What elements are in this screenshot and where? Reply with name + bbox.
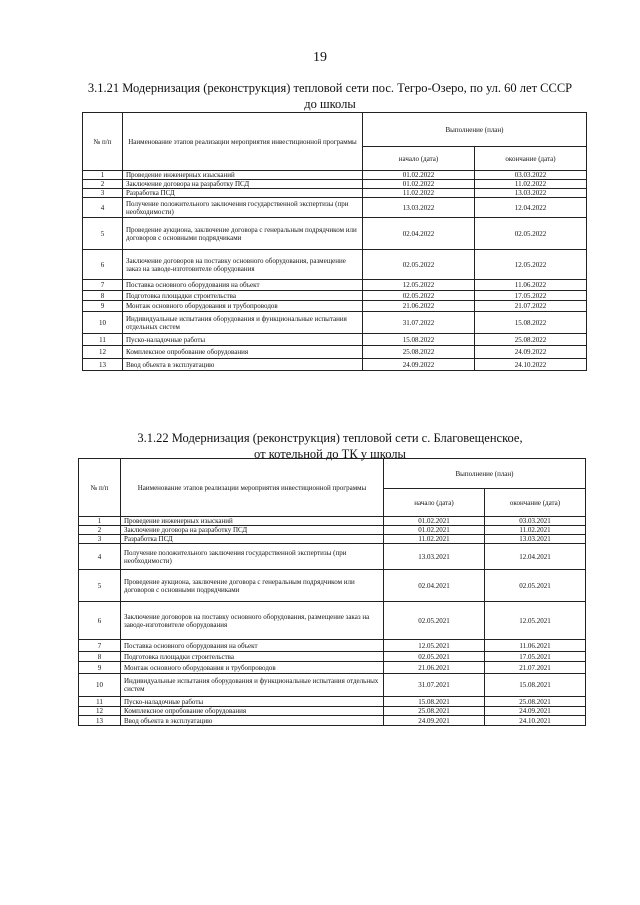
cell-stage-name: Монтаж основного оборудования и трубопроводов: [123, 301, 363, 312]
table-row: [79, 662, 586, 674]
cell-start-date: 13.03.2022: [363, 198, 475, 218]
header-stage-name: Наименование этапов реализации мероприятия инвестиционной программы: [121, 459, 384, 517]
table-row: [79, 674, 586, 697]
cell-end-date: 02.05.2021: [485, 570, 586, 602]
cell-start-date: 01.02.2021: [384, 526, 485, 535]
cell-number: 11: [79, 697, 121, 707]
cell-number: 3: [79, 535, 121, 544]
schedule-table: [82, 112, 587, 371]
cell-end-date: 02.05.2022: [475, 218, 587, 250]
section-heading-line: 3.1.22 Модернизация (реконструкция) тепловой сети с. Благовещенское,: [137, 431, 523, 445]
cell-stage-name: Ввод объекта в эксплуатацию: [121, 716, 384, 726]
cell-number: 2: [79, 526, 121, 535]
cell-stage-name: Заключение договоров на поставку основного оборудования, размещение заказ на заводе-изготовителе оборудования: [123, 250, 363, 280]
cell-number: 2: [83, 180, 123, 189]
cell-number: 11: [83, 334, 123, 346]
cell-start-date: 31.07.2021: [384, 674, 485, 697]
header-end-date: окончание (дата): [475, 147, 587, 171]
cell-stage-name: Проведение аукциона, заключение договора с генеральным подрядчиком или договоров с основными подрядчиками: [123, 218, 363, 250]
cell-number: 3: [83, 189, 123, 198]
cell-end-date: 21.07.2021: [485, 662, 586, 674]
header-execution: Выполнение (план): [384, 459, 586, 489]
cell-start-date: 21.06.2021: [384, 662, 485, 674]
table-row: [83, 359, 587, 371]
table-row: [79, 535, 586, 544]
cell-number: 8: [79, 652, 121, 662]
cell-start-date: 15.08.2022: [363, 334, 475, 346]
table-row: [83, 189, 587, 198]
cell-stage-name: Проведение аукциона, заключение договора с генеральным подрядчиком или договоров с основными подрядчиками: [121, 570, 384, 602]
cell-stage-name: Ввод объекта в эксплуатацию: [123, 359, 363, 371]
cell-start-date: 02.05.2022: [363, 250, 475, 280]
table-row: [83, 250, 587, 280]
cell-end-date: 24.10.2021: [485, 716, 586, 726]
cell-stage-name: Проведение инженерных изысканий: [121, 517, 384, 526]
table-row: [79, 517, 586, 526]
cell-stage-name: Комплексное опробование оборудования: [123, 346, 363, 359]
cell-start-date: 02.04.2021: [384, 570, 485, 602]
cell-number: 9: [83, 301, 123, 312]
cell-end-date: 15.08.2021: [485, 674, 586, 697]
table-row: [83, 180, 587, 189]
cell-start-date: 21.06.2022: [363, 301, 475, 312]
cell-stage-name: Заключение договора на разработку ПСД: [123, 180, 363, 189]
section-heading: [70, 80, 590, 112]
section-heading-line: 3.1.21 Модернизация (реконструкция) тепловой сети пос. Тегро-Озеро, по ул. 60 лет СССР: [87, 81, 573, 95]
page-number: 19: [313, 50, 327, 65]
table-row: [79, 716, 586, 726]
cell-end-date: 25.08.2022: [475, 334, 587, 346]
table-row: [83, 312, 587, 334]
cell-number: 1: [83, 171, 123, 180]
table-row: [79, 640, 586, 652]
cell-start-date: 11.02.2022: [363, 189, 475, 198]
cell-end-date: 11.02.2022: [475, 180, 587, 189]
cell-stage-name: Проведение инженерных изысканий: [123, 171, 363, 180]
table-row: [79, 652, 586, 662]
header-execution: Выполнение (план): [363, 113, 587, 147]
cell-end-date: 12.04.2022: [475, 198, 587, 218]
cell-end-date: 24.09.2021: [485, 707, 586, 716]
cell-end-date: 15.08.2022: [475, 312, 587, 334]
section-heading-line: от котельной до ТК у школы: [254, 447, 406, 461]
schedule-table: [78, 458, 586, 726]
header-number: № п/п: [83, 113, 123, 171]
cell-number: 6: [79, 602, 121, 640]
cell-end-date: 13.03.2022: [475, 189, 587, 198]
cell-end-date: 24.10.2022: [475, 359, 587, 371]
cell-start-date: 24.09.2022: [363, 359, 475, 371]
cell-stage-name: Поставка основного оборудования на объект: [123, 280, 363, 291]
cell-number: 10: [79, 674, 121, 697]
cell-number: 13: [79, 716, 121, 726]
cell-end-date: 21.07.2022: [475, 301, 587, 312]
header-end-date: окончание (дата): [485, 489, 586, 517]
table-row: [83, 334, 587, 346]
cell-stage-name: Разработка ПСД: [123, 189, 363, 198]
header-stage-name: Наименование этапов реализации мероприятия инвестиционной программы: [123, 113, 363, 171]
table-row: [83, 198, 587, 218]
cell-start-date: 02.05.2022: [363, 291, 475, 301]
cell-start-date: 01.02.2022: [363, 171, 475, 180]
cell-number: 10: [83, 312, 123, 334]
table-body: [79, 517, 586, 726]
table-row: [79, 697, 586, 707]
cell-number: 4: [79, 544, 121, 570]
table-row: [83, 171, 587, 180]
cell-start-date: 24.09.2021: [384, 716, 485, 726]
cell-stage-name: Пуско-наладочные работы: [121, 697, 384, 707]
cell-end-date: 11.06.2021: [485, 640, 586, 652]
table-body: [83, 171, 587, 371]
table-row: [79, 570, 586, 602]
cell-end-date: 17.05.2022: [475, 291, 587, 301]
cell-start-date: 25.08.2021: [384, 707, 485, 716]
cell-stage-name: Заключение договоров на поставку основного оборудования, размещение заказ на заводе-изготовителе оборудования: [121, 602, 384, 640]
table-row: [79, 602, 586, 640]
table-row: [83, 218, 587, 250]
cell-start-date: 02.05.2021: [384, 602, 485, 640]
cell-stage-name: Поставка основного оборудования на объект: [121, 640, 384, 652]
cell-end-date: 11.06.2022: [475, 280, 587, 291]
cell-number: 7: [79, 640, 121, 652]
cell-end-date: 17.05.2021: [485, 652, 586, 662]
table-row: [79, 544, 586, 570]
cell-start-date: 02.05.2021: [384, 652, 485, 662]
cell-end-date: 12.05.2022: [475, 250, 587, 280]
cell-start-date: 15.08.2021: [384, 697, 485, 707]
cell-stage-name: Монтаж основного оборудования и трубопроводов: [121, 662, 384, 674]
cell-number: 9: [79, 662, 121, 674]
cell-stage-name: Получение положительного заключения государственной экспертизы (при необходимости): [121, 544, 384, 570]
cell-number: 12: [79, 707, 121, 716]
cell-number: 12: [83, 346, 123, 359]
table-row: [83, 280, 587, 291]
cell-stage-name: Подготовка площадки строительства: [121, 652, 384, 662]
cell-start-date: 02.04.2022: [363, 218, 475, 250]
cell-start-date: 12.05.2021: [384, 640, 485, 652]
cell-number: 5: [83, 218, 123, 250]
table-row: [83, 301, 587, 312]
cell-number: 5: [79, 570, 121, 602]
cell-number: 6: [83, 250, 123, 280]
cell-start-date: 12.05.2022: [363, 280, 475, 291]
cell-stage-name: Разработка ПСД: [121, 535, 384, 544]
table-row: [79, 526, 586, 535]
cell-end-date: 03.03.2021: [485, 517, 586, 526]
cell-number: 1: [79, 517, 121, 526]
cell-start-date: 13.03.2021: [384, 544, 485, 570]
table-row: [83, 291, 587, 301]
cell-start-date: 25.08.2022: [363, 346, 475, 359]
cell-stage-name: Пуско-наладочные работы: [123, 334, 363, 346]
cell-end-date: 11.02.2021: [485, 526, 586, 535]
cell-stage-name: Получение положительного заключения государственной экспертизы (при необходимости): [123, 198, 363, 218]
cell-end-date: 12.04.2021: [485, 544, 586, 570]
cell-stage-name: Подготовка площадки строительства: [123, 291, 363, 301]
cell-start-date: 31.07.2022: [363, 312, 475, 334]
cell-end-date: 12.05.2021: [485, 602, 586, 640]
cell-number: 4: [83, 198, 123, 218]
header-start-date: начало (дата): [384, 489, 485, 517]
cell-start-date: 11.02.2021: [384, 535, 485, 544]
cell-stage-name: Индивидуальные испытания оборудования и функциональные испытания отдельных систем: [123, 312, 363, 334]
cell-end-date: 13.03.2021: [485, 535, 586, 544]
section-heading-line: до школы: [304, 97, 356, 111]
table-row: [83, 346, 587, 359]
cell-end-date: 25.08.2021: [485, 697, 586, 707]
cell-end-date: 24.09.2022: [475, 346, 587, 359]
header-number: № п/п: [79, 459, 121, 517]
cell-start-date: 01.02.2021: [384, 517, 485, 526]
cell-stage-name: Индивидуальные испытания оборудования и функциональные испытания отдельных систем: [121, 674, 384, 697]
table-row: [79, 707, 586, 716]
cell-stage-name: Комплексное опробование оборудования: [121, 707, 384, 716]
cell-start-date: 01.02.2022: [363, 180, 475, 189]
cell-number: 7: [83, 280, 123, 291]
cell-number: 8: [83, 291, 123, 301]
cell-end-date: 03.03.2022: [475, 171, 587, 180]
cell-stage-name: Заключение договора на разработку ПСД: [121, 526, 384, 535]
header-start-date: начало (дата): [363, 147, 475, 171]
cell-number: 13: [83, 359, 123, 371]
